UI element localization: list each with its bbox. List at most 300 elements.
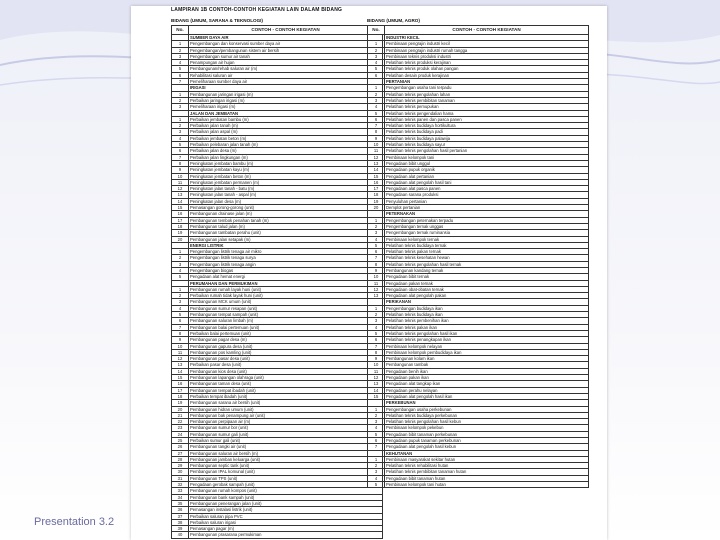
activity-name: Pengadaan alat pertanian (385, 173, 589, 179)
activity-name: Perbaikan saluran irigasi (189, 519, 383, 525)
row-number: 2 (172, 123, 189, 129)
section-title: INDUSTRI KECIL (385, 35, 589, 41)
activity-name: Pelatihan teknis pakan ikan (385, 324, 589, 330)
activity-name: Pembangunan MCK umum (unit) (189, 299, 383, 305)
row-number: 18 (172, 223, 189, 229)
row-number: 3 (172, 299, 189, 305)
right-activity-table (367, 25, 589, 488)
activity-name: Penyuluhan pertanian (385, 198, 589, 204)
row-number: 9 (368, 356, 385, 362)
activity-name: Pengadaan pakan ternak (385, 280, 589, 286)
activity-name: Pengembangan listrik tenaga surya (189, 255, 383, 261)
activity-name: Pengembangan listrik tenaga angin (189, 261, 383, 267)
row-number: 5 (368, 110, 385, 116)
activity-name: Pembinaan kelompok ternak (385, 236, 589, 242)
activity-name: Pengadaan sarana produksi (385, 192, 589, 198)
row-number: 15 (368, 173, 385, 179)
row-number: 5 (368, 330, 385, 336)
row-number: 22 (172, 419, 189, 425)
row-number: 11 (368, 148, 385, 154)
activity-name: Pelatihan teknis pembibitan tanaman hutan (385, 469, 589, 475)
row-number: 15 (368, 393, 385, 399)
row-number: 34 (172, 494, 189, 500)
activity-name: Pelatihan teknis produk olahan pangan (385, 66, 589, 72)
activity-name: Perbaikan jalan aspal (m) (189, 129, 383, 135)
section-title: PETERNAKAN (385, 211, 589, 217)
activity-name: Pembinaan pengrajin industri rumah tangga (385, 47, 589, 53)
activity-name: Pengembangan dan konservasi sumber daya air (189, 41, 383, 47)
row-number: 4 (172, 135, 189, 141)
activity-name: Pembangunan sumur gali (unit) (189, 431, 383, 437)
activity-name: Pembangunan sarana air bersih (unit) (189, 400, 383, 406)
row-number: 39 (172, 526, 189, 532)
activity-name: Pembangunan drainase jalan (m) (189, 211, 383, 217)
activity-name: Pengadaan pupuk organik (385, 167, 589, 173)
row-number: 30 (172, 469, 189, 475)
activity-name: Perbaikan rumah tidak layak huni (unit) (189, 293, 383, 299)
row-number: 4 (368, 425, 385, 431)
activity-name: Pembinaan kelompok tani (385, 154, 589, 160)
right-header-no: No. (368, 26, 385, 35)
row-number: 3 (368, 230, 385, 236)
activity-name: Demplot pertanian (385, 205, 589, 211)
row-number: 11 (172, 349, 189, 355)
activity-name: Pemeliharaan irigasi (m) (189, 104, 383, 110)
activity-name: Pembangunan sumur bor (unit) (189, 425, 383, 431)
activity-name: Pengembangan budidaya ikan (385, 305, 589, 311)
activity-name: Pelatihan teknis pembibitan tanaman (385, 97, 589, 103)
row-number: 5 (368, 482, 385, 488)
row-number: 37 (172, 513, 189, 519)
activity-name: Pelatihan teknis budidaya padi (385, 129, 589, 135)
activity-name: Perbaikan pelebaran jalan tanah (m) (189, 142, 383, 148)
activity-name: Pengadaan alat pengolah hasil tani (385, 179, 589, 185)
row-number: 4 (172, 305, 189, 311)
activity-name: Pembangunan bank sampah (unit) (189, 494, 383, 500)
section-title: PERKEBUNAN (385, 400, 589, 406)
row-number: 14 (368, 387, 385, 393)
activity-name: Pemeliharaan sumber daya air (189, 79, 383, 85)
activity-name: Pembangunan tempat sampah (unit) (189, 312, 383, 318)
activity-name: Perbaikan sumur gali (unit) (189, 438, 383, 444)
row-number: 14 (172, 368, 189, 374)
activity-name: Pembangunan tempat ibadah (unit) (189, 387, 383, 393)
row-number: 19 (368, 198, 385, 204)
row-number: 1 (368, 406, 385, 412)
row-number: 10 (368, 362, 385, 368)
row-number: 4 (368, 324, 385, 330)
row-number: 6 (368, 72, 385, 78)
row-number: 25 (172, 438, 189, 444)
row-number: 2 (172, 255, 189, 261)
left-activity-table (171, 25, 383, 539)
presentation-caption: Presentation 3.2 (34, 516, 115, 528)
activity-name: Pembangunan jalan setapak (m) (189, 236, 383, 242)
row-number: 14 (172, 198, 189, 204)
activity-name: Perbaikan tempat ibadah (unit) (189, 393, 383, 399)
row-number: 2 (368, 412, 385, 418)
row-number: 11 (172, 179, 189, 185)
row-number: 1 (172, 249, 189, 255)
row-number: 7 (172, 154, 189, 160)
activity-name: Pengadaan pakan ikan (385, 375, 589, 381)
row-number: 2 (172, 97, 189, 103)
row-number: 13 (172, 192, 189, 198)
row-number: 20 (172, 236, 189, 242)
activity-name: Penampungan air hujan (189, 60, 383, 66)
row-number: 9 (368, 267, 385, 273)
row-number: 3 (368, 318, 385, 324)
activity-name: Pelatihan teknis budidaya sayur (385, 142, 589, 148)
activity-name: Peningkatan jalan tanah - batu (m) (189, 186, 383, 192)
activity-name: Pembangunan tangki air (unit) (189, 444, 383, 450)
row-number: 7 (172, 79, 189, 85)
right-column (367, 16, 589, 488)
row-number: 4 (368, 104, 385, 110)
section-title: JALAN DAN JEMBATAN (189, 110, 383, 116)
activity-name: Pembangunan sumur resapan (unit) (189, 305, 383, 311)
row-number: 6 (172, 148, 189, 154)
row-number: 18 (368, 192, 385, 198)
activity-name: Pengembangan usaha perkebunan (385, 406, 589, 412)
activity-name: Peningkatan jalan tanah - aspal (m) (189, 192, 383, 198)
row-number: 26 (172, 444, 189, 450)
activity-name: Pengadaan benih ikan (385, 368, 589, 374)
left-header-no: No. (172, 26, 189, 35)
row-number: 6 (368, 249, 385, 255)
row-number: 8 (368, 261, 385, 267)
activity-name: Pelatihan teknis pakan ternak (385, 249, 589, 255)
row-number: 7 (368, 343, 385, 349)
row-number: 3 (368, 419, 385, 425)
activity-name: Pembinaan pengrajin industri kecil (385, 41, 589, 47)
activity-name: Perbaikan saluran pipa PVC (189, 513, 383, 519)
row-number: 23 (172, 425, 189, 431)
row-number: 13 (368, 293, 385, 299)
activity-name: Pelatihan teknis pengolahan hasil kebun (385, 419, 589, 425)
row-number: 2 (172, 293, 189, 299)
row-number: 2 (368, 47, 385, 53)
row-number: 13 (368, 160, 385, 166)
row-number: 10 (368, 274, 385, 280)
row-number: 24 (172, 431, 189, 437)
row-number: 1 (172, 116, 189, 122)
activity-name: Perbaikan jalan desa (m) (189, 148, 383, 154)
activity-name: Pelatihan teknis pengolahan lahan (385, 91, 589, 97)
row-number: 10 (368, 142, 385, 148)
activity-name: Pembangunan hidran umum (unit) (189, 406, 383, 412)
activity-name: Pembangunan pagar desa (m) (189, 337, 383, 343)
row-number: 2 (368, 223, 385, 229)
activity-name: Pembangunan jaringan irigasi (m) (189, 91, 383, 97)
activity-name: Pembangunan septic tank (unit) (189, 463, 383, 469)
row-number: 35 (172, 500, 189, 506)
activity-name: Pembangunan talud jalan (m) (189, 223, 383, 229)
activity-name: Pembangunan jamban keluarga (unit) (189, 456, 383, 462)
activity-name: Pembangunan lapangan olahraga (unit) (189, 375, 383, 381)
right-header-activity: CONTOH - CONTOH KEGIATAN (385, 26, 589, 35)
left-column (171, 16, 383, 539)
activity-name: Pembangunan IPAL komunal (unit) (189, 469, 383, 475)
activity-name: Pemasangan pagar (m) (189, 526, 383, 532)
section-title: IRIGASI (189, 85, 383, 91)
activity-name: Pembangunan tambak (385, 362, 589, 368)
activity-name: Perbaikan jembatan bambu (m) (189, 116, 383, 122)
activity-name: Pembinaan kelompok nelayan (385, 343, 589, 349)
activity-name: Pembangunan TPS (unit) (189, 475, 383, 481)
row-number: 5 (368, 242, 385, 248)
activity-name: Peningkatan jembatan bambu (m) (189, 160, 383, 166)
row-number: 1 (368, 217, 385, 223)
row-number: 6 (172, 72, 189, 78)
row-number: 7 (368, 255, 385, 261)
row-number: 4 (368, 60, 385, 66)
activity-name: Pengembangan usaha tani terpadu (385, 85, 589, 91)
activity-name: Pelatihan teknis pengolahan hasil ikan (385, 330, 589, 336)
activity-name: Pembangunan kios desa (unit) (189, 368, 383, 374)
left-column-heading: BIDANG (UMUM, SARANA & TEKNOLOGI) (171, 18, 263, 23)
row-number: 7 (172, 324, 189, 330)
row-number: 31 (172, 475, 189, 481)
activity-name: Pengembangan peternakan terpadu (385, 217, 589, 223)
row-number: 12 (172, 356, 189, 362)
activity-name: Pembangunan/rehab saluran air (m) (189, 66, 383, 72)
row-number: 4 (368, 475, 385, 481)
row-number: 19 (172, 230, 189, 236)
row-number: 28 (172, 456, 189, 462)
row-number: 5 (172, 66, 189, 72)
row-number: 2 (172, 47, 189, 53)
row-number: 1 (368, 85, 385, 91)
activity-name: Perbaikan balai pertemuan (unit) (189, 330, 383, 336)
row-number: 20 (368, 205, 385, 211)
row-number: 33 (172, 488, 189, 494)
activity-name: Pembangunan perpipaan air (m) (189, 419, 383, 425)
activity-name: Pembangunan kandang ternak (385, 267, 589, 273)
row-number: 17 (172, 217, 189, 223)
row-number: 2 (368, 91, 385, 97)
activity-name: Pengadaan pupuk tanaman perkebunan (385, 438, 589, 444)
row-number: 4 (172, 60, 189, 66)
activity-name: Pembinaan kelompok pembudidaya ikan (385, 349, 589, 355)
activity-name: Pembangunan bak penampung air (unit) (189, 412, 383, 418)
row-number: 1 (172, 41, 189, 47)
activity-name: Pelatihan teknis panen dan pasca panen (385, 116, 589, 122)
row-number: 5 (172, 142, 189, 148)
row-number: 7 (368, 123, 385, 129)
section-title: PERUMAHAN DAN PERMUKIMAN (189, 280, 383, 286)
row-number: 5 (368, 66, 385, 72)
activity-name: Pembangunan balai pertemuan (unit) (189, 324, 383, 330)
activity-name: Peningkatan jembatan permanen (m) (189, 179, 383, 185)
activity-name: Pembangunan penerangan jalan (unit) (189, 500, 383, 506)
row-number: 10 (172, 343, 189, 349)
activity-name: Pelatihan teknis budidaya ternak (385, 242, 589, 248)
activity-name: Pengadaan bibit ternak (385, 274, 589, 280)
activity-name: Pelatihan teknis budidaya palawija (385, 135, 589, 141)
row-number: 14 (368, 167, 385, 173)
row-number: 36 (172, 507, 189, 513)
row-number: 11 (368, 280, 385, 286)
activity-name: Pengadaan alat hemat energi (189, 274, 383, 280)
activity-name: Pembangunan saluran limbah (m) (189, 318, 383, 324)
activity-name: Pembangunan gapura desa (unit) (189, 343, 383, 349)
activity-name: Pengembangan biogas (189, 267, 383, 273)
row-number: 8 (368, 349, 385, 355)
row-number: 16 (172, 381, 189, 387)
activity-name: Pelatihan teknis kesehatan hewan (385, 255, 589, 261)
row-number: 3 (172, 261, 189, 267)
activity-name: Pengadaan perahu nelayan (385, 387, 589, 393)
activity-name: Pembangunan kolam ikan (385, 356, 589, 362)
activity-name: Pembinaan kelompok pekebun (385, 425, 589, 431)
activity-name: Pelatihan teknis pembenihan ikan (385, 318, 589, 324)
activity-name: Pelatihan teknis penangkapan ikan (385, 337, 589, 343)
row-number: 7 (368, 444, 385, 450)
row-number: 13 (368, 381, 385, 387)
section-title: SUMBER DAYA AIR (189, 35, 383, 41)
left-header-activity: CONTOH - CONTOH KEGIATAN (189, 26, 383, 35)
activity-name: Perbaikan jalan tanah (m) (189, 123, 383, 129)
activity-name: Pengadaan alat tangkap ikan (385, 381, 589, 387)
row-number: 21 (172, 412, 189, 418)
row-number: 3 (368, 53, 385, 59)
row-number: 16 (172, 211, 189, 217)
activity-name: Pelatihan desain produk kerajinan (385, 72, 589, 78)
row-number: 2 (368, 312, 385, 318)
activity-name: Pengembangan ternak unggas (385, 223, 589, 229)
row-number: 2 (368, 463, 385, 469)
activity-name: Pembangunan prasarana permukiman (189, 532, 383, 538)
row-number: 4 (172, 267, 189, 273)
activity-name: Pembangunan saluran air bersih (m) (189, 450, 383, 456)
row-number: 32 (172, 482, 189, 488)
activity-name: Peningkatan jembatan beton (m) (189, 173, 383, 179)
activity-name: Pelatihan teknis pengolahan hasil pertanian (385, 148, 589, 154)
activity-name: Pengadaan bibit tanaman perkebunan (385, 431, 589, 437)
activity-name: Pelatihan teknis pengolahan hasil ternak (385, 261, 589, 267)
section-title: ENERGI LISTRIK (189, 242, 383, 248)
row-number: 17 (172, 387, 189, 393)
row-number: 3 (368, 97, 385, 103)
row-number: 6 (368, 438, 385, 444)
activity-name: Pemasangan gorong-gorong (unit) (189, 205, 383, 211)
activity-name: Pengadaan alat pengolah pakan (385, 293, 589, 299)
row-number: 1 (172, 286, 189, 292)
section-title: KEHUTANAN (385, 450, 589, 456)
activity-name: Perbaikan jembatan beton (m) (189, 135, 383, 141)
activity-name: Pengadaan gerobak sampah (unit) (189, 482, 383, 488)
activity-name: Pelatihan teknis produksi kerajinan (385, 60, 589, 66)
table-row (172, 532, 383, 538)
row-number: 3 (172, 104, 189, 110)
activity-name: Pengembangan listrik tenaga air mikro (189, 249, 383, 255)
document-title: LAMPIRAN 1B CONTOH-CONTOH KEGIATAN LAIN DALAM BIDANG (171, 7, 343, 13)
row-number: 40 (172, 532, 189, 538)
document-page (131, 6, 607, 540)
row-number: 15 (172, 205, 189, 211)
row-number: 12 (368, 375, 385, 381)
row-number: 1 (172, 91, 189, 97)
row-number: 5 (172, 274, 189, 280)
activity-name: Pelatihan teknis budidaya ikan (385, 312, 589, 318)
row-number: 8 (172, 160, 189, 166)
row-number: 9 (172, 167, 189, 173)
row-number: 8 (172, 330, 189, 336)
activity-name: Pengadaan alat pengolah hasil ikan (385, 393, 589, 399)
row-number: 9 (172, 337, 189, 343)
activity-name: Pengadaan bibit unggul (385, 160, 589, 166)
row-number: 5 (368, 431, 385, 437)
right-column-heading: BIDANG (UMUM, AGRO) (367, 18, 420, 23)
row-number: 17 (368, 186, 385, 192)
row-number: 29 (172, 463, 189, 469)
activity-name: Pembangunan taman desa (unit) (189, 381, 383, 387)
activity-name: Pembinaan teknis produksi industri (385, 53, 589, 59)
row-number: 38 (172, 519, 189, 525)
activity-name: Pembangunan tembok penahan tanah (m) (189, 217, 383, 223)
row-number: 18 (172, 393, 189, 399)
activity-name: Peningkatan jalan desa (m) (189, 198, 383, 204)
activity-name: Pembangunan tambatan perahu (unit) (189, 230, 383, 236)
activity-name: Pelatihan teknis budidaya perkebunan (385, 412, 589, 418)
activity-name: Perbaikan jaringan irigasi (m) (189, 97, 383, 103)
row-number: 3 (172, 129, 189, 135)
activity-name: Pembangunan rumah layak huni (unit) (189, 286, 383, 292)
activity-name: Pelatihan teknis pemupukan (385, 104, 589, 110)
row-number: 4 (368, 236, 385, 242)
activity-name: Pembinaan kelompok tani hutan (385, 482, 589, 488)
activity-name: Perbaikan jalan lingkungan (m) (189, 154, 383, 160)
row-number: 11 (368, 368, 385, 374)
row-number: 19 (172, 400, 189, 406)
activity-name: Pengembangan sumur air tanah (189, 53, 383, 59)
row-number: 10 (172, 173, 189, 179)
row-number: 1 (368, 41, 385, 47)
row-number: 1 (368, 305, 385, 311)
row-number: 20 (172, 406, 189, 412)
section-title: PERTANIAN (385, 79, 589, 85)
activity-name: Pembangunan rumah kompos (unit) (189, 488, 383, 494)
row-number: 15 (172, 375, 189, 381)
activity-name: Perbaikan pasar desa (unit) (189, 362, 383, 368)
activity-name: Pengembangan ternak ruminansia (385, 230, 589, 236)
row-number: 12 (368, 286, 385, 292)
activity-name: Pengadaan alat pengolah hasil kebun (385, 444, 589, 450)
activity-name: Pelatihan teknis rehabilitasi hutan (385, 463, 589, 469)
section-title: PERIKANAN (385, 299, 589, 305)
activity-name: Pelatihan teknis budidaya hortikultura (385, 123, 589, 129)
row-number: 1 (368, 456, 385, 462)
row-number: 3 (172, 53, 189, 59)
left-table-body (172, 35, 383, 539)
activity-name: Pemasangan instalasi listrik (unit) (189, 507, 383, 513)
activity-name: Pembangunan pos kamling (unit) (189, 349, 383, 355)
row-number: 9 (368, 135, 385, 141)
row-number: 12 (172, 186, 189, 192)
row-number: 27 (172, 450, 189, 456)
activity-name: Pengadaan obat-obatan ternak (385, 286, 589, 292)
right-table-body (368, 35, 589, 488)
activity-name: Pelatihan teknis pengendalian hama (385, 110, 589, 116)
activity-name: Pembangunan pasar desa (unit) (189, 356, 383, 362)
row-number: 13 (172, 362, 189, 368)
activity-name: Peningkatan jembatan kayu (m) (189, 167, 383, 173)
row-number: 6 (368, 337, 385, 343)
row-number: 6 (368, 116, 385, 122)
activity-name: Pengadaan alat pasca panen (385, 186, 589, 192)
row-number: 6 (172, 318, 189, 324)
